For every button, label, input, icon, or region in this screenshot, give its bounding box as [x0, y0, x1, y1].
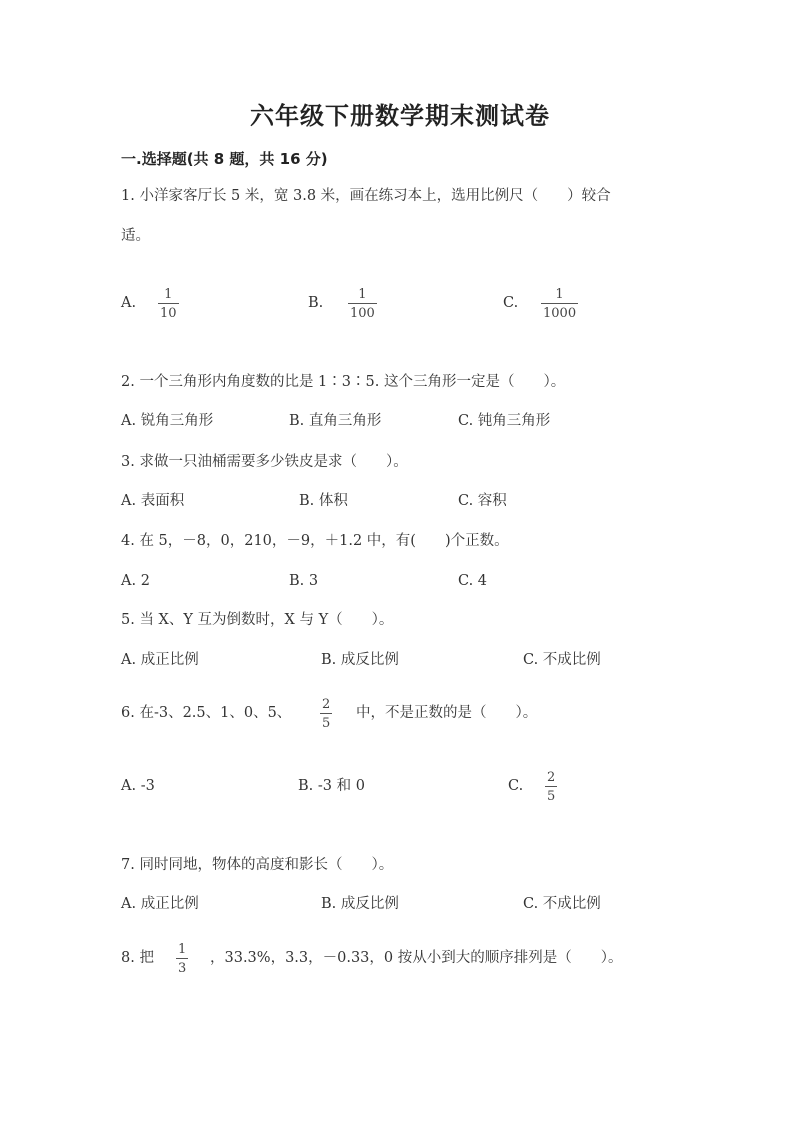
- q1-option-c-fraction: [541, 287, 578, 321]
- fraction-denominator: 10: [160, 306, 177, 321]
- fraction-denominator: 3: [178, 961, 187, 976]
- q1-option-a-label[interactable]: A.: [121, 295, 137, 311]
- question-6-text-after: 中，不是正数的是（ ）。: [356, 705, 538, 721]
- question-1-text: 1. 小洋家客厅长 5 米，宽 3.8 米，画在练习本上，选用比例尺（ ）较合: [121, 188, 611, 204]
- q6-option-a[interactable]: A. -3: [121, 778, 155, 794]
- q1-option-b-label[interactable]: B.: [308, 295, 324, 311]
- q2-option-a[interactable]: A. 锐角三角形: [121, 413, 214, 429]
- question-7-text: 7. 同时同地，物体的高度和影长（ ）。: [121, 857, 394, 873]
- fraction-numerator: 1: [178, 942, 187, 957]
- question-8-text-after: ，33.3%，3.3，－0.33，0 按从小到大的顺序排列是（ ）。: [210, 950, 623, 966]
- fraction-bar: [541, 303, 578, 304]
- fraction-bar: [158, 303, 179, 304]
- q2-option-c[interactable]: C. 钝角三角形: [458, 413, 551, 429]
- question-5-text: 5. 当 X、Y 互为倒数时，X 与 Y（ ）。: [121, 612, 394, 628]
- fraction-denominator: 5: [322, 716, 331, 731]
- q5-option-a[interactable]: A. 成正比例: [121, 652, 199, 668]
- q7-option-b[interactable]: B. 成反比例: [321, 896, 399, 912]
- q1-option-b-fraction: [348, 287, 377, 321]
- fraction-bar: [348, 303, 377, 304]
- q8-inline-fraction: [176, 942, 188, 976]
- fraction-numerator: 2: [547, 770, 556, 785]
- fraction-denominator: 5: [547, 789, 556, 804]
- q1-option-c-label[interactable]: C.: [503, 295, 519, 311]
- q2-option-b[interactable]: B. 直角三角形: [289, 413, 382, 429]
- question-2-text: 2. 一个三角形内角度数的比是 1∶3∶5. 这个三角形一定是（ ）。: [121, 374, 566, 390]
- exam-title: 六年级下册数学期末测试卷: [250, 101, 550, 130]
- question-8-text-before: 8. 把: [121, 950, 154, 966]
- q3-option-a[interactable]: A. 表面积: [121, 493, 185, 509]
- fraction-denominator: 100: [350, 306, 375, 321]
- q4-option-a[interactable]: A. 2: [121, 573, 150, 589]
- q4-option-c[interactable]: C. 4: [458, 573, 488, 589]
- fraction-numerator: 1: [555, 287, 564, 302]
- q5-option-b[interactable]: B. 成反比例: [321, 652, 399, 668]
- q3-option-b[interactable]: B. 体积: [299, 493, 348, 509]
- q1-option-a-fraction: [158, 287, 179, 321]
- q4-option-b[interactable]: B. 3: [289, 573, 319, 589]
- fraction-bar: [545, 786, 557, 787]
- q7-option-c[interactable]: C. 不成比例: [523, 896, 601, 912]
- question-3-text: 3. 求做一只油桶需要多少铁皮是求（ ）。: [121, 454, 408, 470]
- fraction-numerator: 1: [358, 287, 367, 302]
- fraction-bar: [176, 958, 188, 959]
- q6-inline-fraction: [320, 697, 332, 731]
- q6-option-b[interactable]: B. -3 和 0: [298, 778, 365, 794]
- question-1-text-cont: 适。: [121, 228, 150, 244]
- question-4-text: 4. 在 5，－8，0，210，－9，＋1.2 中，有( )个正数。: [121, 533, 509, 549]
- question-6-text-before: 6. 在-3、2.5、1、0、5、: [121, 705, 292, 721]
- fraction-bar: [320, 713, 332, 714]
- q6-option-c-fraction: [545, 770, 557, 804]
- fraction-numerator: 2: [322, 697, 331, 712]
- fraction-denominator: 1000: [543, 306, 577, 321]
- q3-option-c[interactable]: C. 容积: [458, 493, 507, 509]
- section-heading: 一.选择题(共 8 题，共 16 分): [121, 150, 328, 168]
- fraction-numerator: 1: [164, 287, 173, 302]
- q7-option-a[interactable]: A. 成正比例: [121, 896, 199, 912]
- q6-option-c-label[interactable]: C.: [508, 778, 524, 794]
- q5-option-c[interactable]: C. 不成比例: [523, 652, 601, 668]
